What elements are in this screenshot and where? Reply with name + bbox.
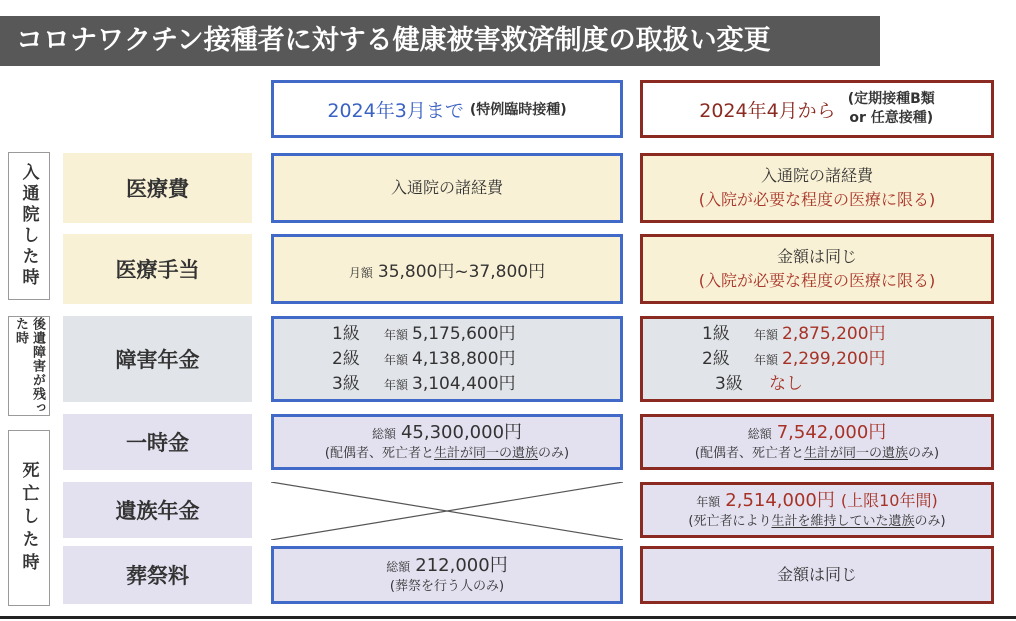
cell-old-lump-sum [271, 414, 623, 470]
new-medical-allowance-line2: (入院が必要な程度の医療に限る) [698, 271, 936, 290]
pension-level: 3級 [331, 373, 360, 394]
new-medical-allowance-line1: 金額は同じ [776, 247, 857, 266]
pension-value: 2,875,200円 [782, 324, 886, 344]
cell-new-medical-allowance [640, 234, 994, 304]
old-medical-allowance-line [349, 257, 545, 282]
cell-new-lump-sum [640, 414, 994, 470]
row-label-funeral: 葬祭料 [63, 546, 252, 604]
new-bereaved-pension-limit: (上限10年間) [840, 491, 938, 510]
side-label-disability-text: 後遺障害が残った時 [13, 317, 45, 415]
pension-value: 5,175,600円 [412, 323, 516, 344]
annual-label: 年額 [753, 353, 778, 367]
pension-value: なし [769, 374, 803, 394]
header-new-main: 2024年4月から [699, 99, 836, 122]
new-funeral-text: 金額は同じ [776, 565, 857, 584]
row-label-bereaved-pension: 遺族年金 [63, 482, 252, 538]
total-label: 総額 [371, 427, 396, 441]
side-label-hospital [8, 152, 50, 300]
annual-label: 年額 [383, 377, 408, 392]
annual-label: 年額 [383, 352, 408, 367]
pension-level: 1級 [701, 324, 730, 344]
pension-level: 2級 [701, 349, 730, 369]
annual-label: 年額 [753, 328, 778, 342]
old-pension-line-2 [332, 347, 562, 372]
new-pension-line-1 [702, 322, 932, 347]
not-applicable-cross [271, 482, 623, 540]
total-label: 総額 [386, 560, 411, 574]
new-bereaved-pension-line [696, 490, 937, 513]
cell-old-disability-pension [271, 316, 623, 402]
old-medical-allowance-value: 35,800円~37,800円 [377, 261, 546, 282]
old-lump-sum-value: 45,300,000円 [400, 422, 523, 443]
old-funeral-value: 212,000円 [415, 555, 508, 576]
monthly-label: 月額 [348, 265, 373, 280]
new-pension-line-2 [702, 347, 932, 372]
header-old-main: 2024年3月まで [327, 99, 464, 122]
page-title: コロナワクチン接種者に対する健康被害救済制度の取扱い変更 [0, 16, 880, 66]
cell-new-medical-cost [640, 153, 994, 223]
new-medical-cost-line2: (入院が必要な程度の医療に限る) [698, 190, 936, 209]
row-label-medical-cost: 医療費 [63, 153, 252, 223]
note-underlined: 生計を維持していた遺族 [771, 514, 915, 529]
pension-value: 2,299,200円 [782, 349, 886, 369]
pension-level: 3級 [715, 374, 743, 394]
old-pension-line-1 [332, 322, 562, 347]
new-medical-cost-line1: 入通院の諸経費 [760, 166, 873, 185]
pension-level: 1級 [331, 323, 360, 344]
new-pension-line-3 [715, 372, 919, 396]
row-label-medical-allowance: 医療手当 [63, 234, 252, 304]
note-part: のみ) [908, 446, 940, 461]
old-funeral-line [386, 555, 507, 578]
note-underlined: 生計が同一の遺族 [803, 446, 908, 461]
cell-new-bereaved-pension [640, 482, 994, 538]
new-lump-sum-value: 7,542,000円 [776, 422, 887, 443]
header-new-sub-line2: or 任意接種) [849, 110, 934, 126]
annual-label: 年額 [696, 495, 721, 509]
header-new-sub [848, 90, 935, 128]
note-part: (配偶者、死亡者と [694, 446, 804, 461]
old-medical-cost-text: 入通院の諸経費 [390, 178, 503, 197]
new-bereaved-pension-note [688, 513, 945, 530]
cell-old-medical-cost [271, 153, 623, 223]
side-label-hospital-text: 入通院した時 [18, 163, 39, 289]
pension-value: 4,138,800円 [412, 348, 516, 369]
note-part: (死亡者により [688, 514, 772, 529]
note-part: のみ) [538, 446, 570, 461]
note-part: (配偶者、死亡者と [324, 446, 434, 461]
pension-value: 3,104,400円 [412, 373, 516, 394]
side-label-death-text: 死亡した時 [18, 460, 39, 576]
bottom-divider [0, 616, 1016, 619]
row-label-disability-pension: 障害年金 [63, 316, 252, 402]
header-from-april-2024 [640, 80, 994, 138]
cell-new-disability-pension [640, 316, 994, 402]
header-new-sub-line1: (定期接種B類 [847, 91, 935, 107]
cell-new-funeral [640, 546, 994, 604]
annual-label: 年額 [383, 327, 408, 342]
new-lump-sum-note [695, 445, 939, 462]
old-pension-line-3 [332, 372, 562, 397]
note-underlined: 生計が同一の遺族 [433, 446, 538, 461]
header-old-sub: (特例臨時接種) [469, 102, 567, 118]
row-label-lump-sum: 一時金 [63, 414, 252, 470]
note-part: のみ) [914, 514, 946, 529]
total-label: 総額 [747, 427, 772, 441]
new-bereaved-pension-value: 2,514,000円 [725, 490, 835, 511]
header-until-march-2024 [271, 80, 623, 138]
pension-level: 2級 [331, 348, 360, 369]
side-label-disability [8, 316, 50, 416]
new-lump-sum-line [748, 422, 887, 445]
side-label-death [8, 430, 50, 606]
old-funeral-note: (葬祭を行う人のみ) [389, 579, 505, 594]
cell-old-funeral [271, 546, 623, 604]
old-lump-sum-line [372, 422, 522, 445]
old-lump-sum-note [325, 445, 569, 462]
cell-old-medical-allowance [271, 234, 623, 304]
